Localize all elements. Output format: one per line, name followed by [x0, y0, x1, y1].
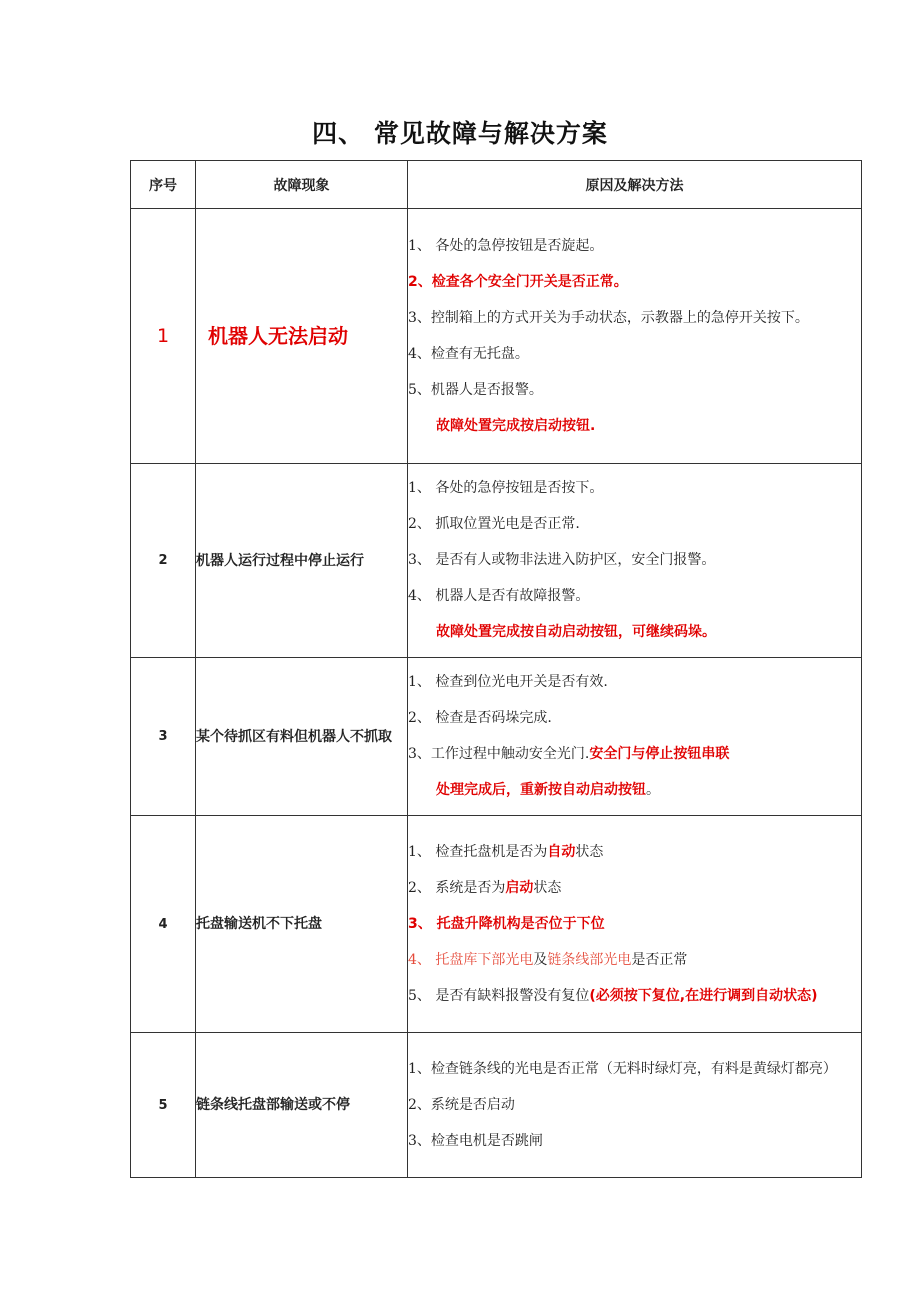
solution-cell	[408, 658, 862, 816]
solution-line: 2、 检查是否码垛完成.	[408, 710, 552, 726]
solution-note	[408, 779, 861, 802]
row-number: 3	[131, 658, 196, 816]
table-row	[131, 209, 862, 464]
solution-cell	[408, 1033, 862, 1178]
page-title: 四、 常见故障与解决方案	[312, 119, 608, 148]
header-symptom: 故障现象	[196, 161, 408, 209]
solution-line: 1、 各处的急停按钮是否按下。	[408, 480, 604, 496]
row-number: 2	[131, 464, 196, 658]
fault-symptom: 托盘输送机不下托盘	[196, 816, 408, 1033]
solution-note: 故障处置完成按启动按钮.	[436, 417, 596, 434]
solution-line	[408, 743, 861, 766]
solution-text: 是否正常	[631, 951, 688, 968]
solution-line: 5、机器人是否报警。	[408, 381, 543, 398]
table-row	[131, 658, 862, 816]
solution-highlight: 启动	[505, 879, 534, 896]
solution-text: 状态	[575, 843, 604, 860]
solution-line: 3、控制箱上的方式开关为手动状态，示教器上的急停开关按下。	[408, 309, 809, 326]
solution-line: 1、检查链条线的光电是否正常（无料时绿灯亮，有料是黄绿灯都亮）	[408, 1060, 837, 1077]
solution-note: 故障处置完成按自动启动按钮，可继续码垛。	[436, 624, 716, 640]
solution-note-end: 。	[646, 782, 660, 798]
solution-highlight: 自动	[547, 843, 576, 860]
solution-line	[408, 877, 861, 900]
solution-line	[408, 985, 861, 1008]
fault-symptom: 机器人运行过程中停止运行	[196, 464, 408, 658]
solution-line: 4、检查有无托盘。	[408, 345, 529, 362]
solution-line: 3、 是否有人或物非法进入防护区，安全门报警。	[408, 552, 716, 568]
solution-line: 1、 检查到位光电开关是否有效.	[408, 674, 608, 690]
solution-line: 4、 机器人是否有故障报警。	[408, 588, 590, 604]
solution-note-text: 处理完成后，重新按自动启动按钮	[436, 782, 646, 798]
solution-text: 5、 是否有缺料报警没有复位	[408, 987, 590, 1004]
solution-text: 及	[533, 951, 548, 968]
solution-cell	[408, 464, 862, 658]
solution-cell	[408, 209, 862, 464]
solution-line: 2、 抓取位置光电是否正常.	[408, 516, 580, 532]
table-row	[131, 816, 862, 1033]
solution-text: 3、工作过程中触动安全光门.	[408, 746, 590, 762]
solution-line: 3、 托盘升降机构是否位于下位	[408, 915, 605, 932]
solution-line: 2、系统是否启动	[408, 1096, 515, 1113]
solution-highlight: 链条线部光电	[547, 951, 632, 968]
solution-line: 1、 各处的急停按钮是否旋起。	[408, 237, 604, 254]
row-number: 4	[131, 816, 196, 1033]
table-row	[131, 1033, 862, 1178]
header-solution: 原因及解决方法	[408, 161, 862, 209]
solution-cell	[408, 816, 862, 1033]
solution-line	[408, 841, 861, 864]
solution-text: 4、	[408, 951, 436, 968]
fault-table	[130, 160, 862, 1178]
solution-text: 状态	[533, 879, 562, 896]
table-row	[131, 464, 862, 658]
solution-warning: 安全门与停止按钮串联	[589, 746, 730, 762]
solution-highlight: 托盘库下部光电	[435, 951, 534, 968]
solution-text: 2、 系统是否为	[408, 879, 506, 896]
solution-line: 2、检查各个安全门开关是否正常。	[408, 273, 628, 290]
solution-text: 1、 检查托盘机是否为	[408, 843, 548, 860]
fault-symptom: 某个待抓区有料但机器人不抓取	[196, 658, 408, 816]
solution-line	[408, 949, 861, 972]
row-number: 5	[131, 1033, 196, 1178]
fault-symptom: 机器人无法启动	[196, 209, 408, 464]
solution-warning: (必须按下复位,在进行调到自动状态)	[589, 987, 818, 1004]
table-header-row	[131, 161, 862, 209]
row-number: 1	[131, 209, 196, 464]
fault-symptom: 链条线托盘部输送或不停	[196, 1033, 408, 1178]
solution-line: 3、检查电机是否跳闸	[408, 1132, 543, 1149]
header-no: 序号	[131, 161, 196, 209]
